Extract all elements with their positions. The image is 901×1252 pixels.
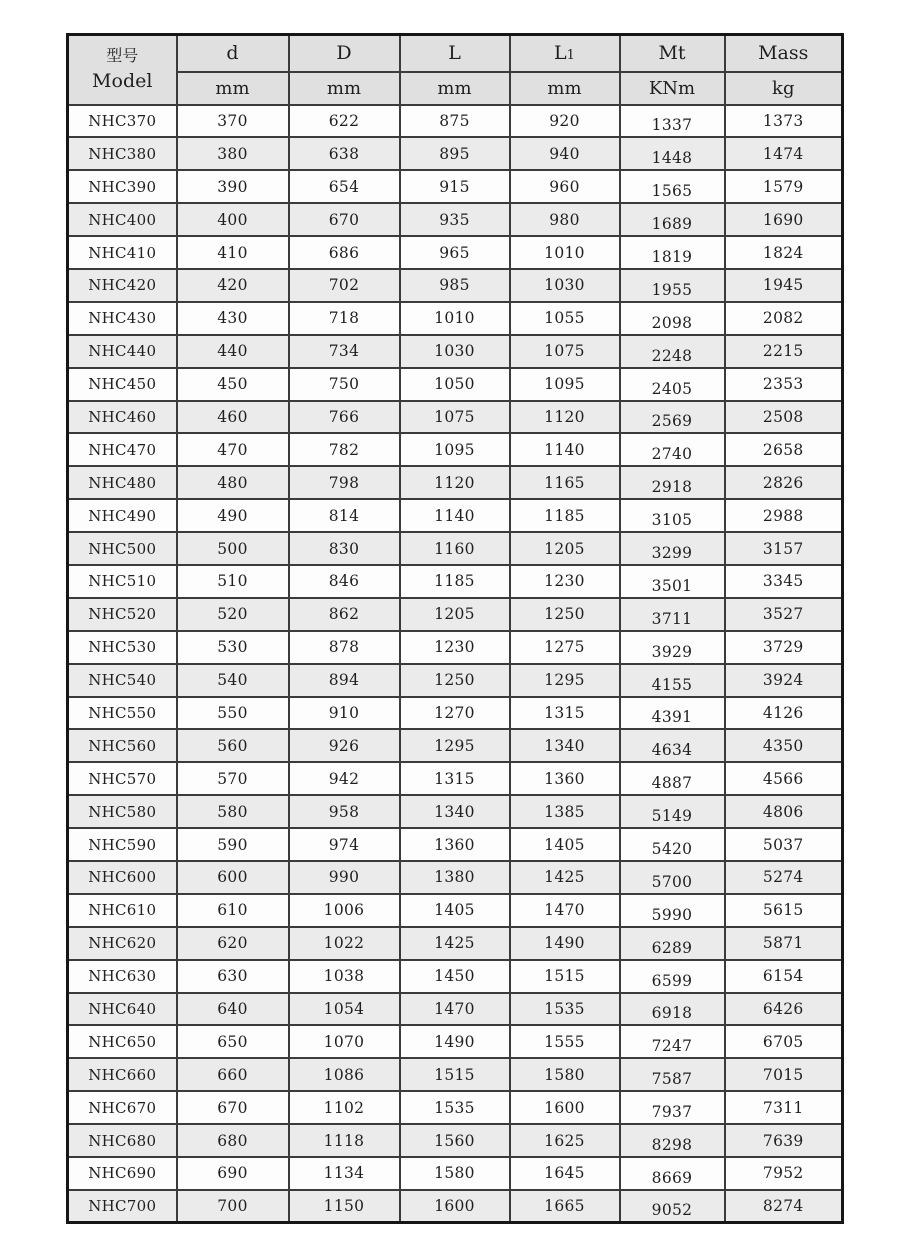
value-cell: 3501 bbox=[620, 565, 725, 598]
value-cell: 846 bbox=[289, 565, 400, 598]
table-row bbox=[68, 565, 843, 598]
value-cell: 814 bbox=[289, 499, 400, 532]
value-cell: 1448 bbox=[620, 137, 725, 170]
value-cell: 965 bbox=[400, 236, 510, 269]
value-cell: 650 bbox=[177, 1025, 289, 1058]
value-cell: 3105 bbox=[620, 499, 725, 532]
model-header-en: Model bbox=[92, 69, 153, 92]
value-cell: 1560 bbox=[400, 1124, 510, 1157]
value-cell: 4391 bbox=[620, 697, 725, 730]
value-cell: 3924 bbox=[725, 664, 843, 697]
table-row bbox=[68, 664, 843, 697]
model-cell: NHC620 bbox=[68, 927, 177, 960]
value-cell: 875 bbox=[400, 105, 510, 138]
table-row bbox=[68, 105, 843, 138]
value-cell: 420 bbox=[177, 269, 289, 302]
value-cell: 638 bbox=[289, 137, 400, 170]
table-row bbox=[68, 1157, 843, 1190]
value-cell: 1490 bbox=[400, 1025, 510, 1058]
value-cell: 440 bbox=[177, 335, 289, 368]
value-cell: 1120 bbox=[510, 401, 620, 434]
value-cell: 370 bbox=[177, 105, 289, 138]
model-cell: NHC470 bbox=[68, 433, 177, 466]
value-cell: 2508 bbox=[725, 401, 843, 434]
value-cell: 3711 bbox=[620, 598, 725, 631]
model-cell: NHC400 bbox=[68, 203, 177, 236]
model-cell: NHC410 bbox=[68, 236, 177, 269]
unit-Mt: KNm bbox=[620, 72, 725, 105]
spec-table-container bbox=[66, 33, 841, 1224]
value-cell: 500 bbox=[177, 532, 289, 565]
model-cell: NHC370 bbox=[68, 105, 177, 138]
table-row bbox=[68, 1091, 843, 1124]
value-cell: 974 bbox=[289, 828, 400, 861]
value-cell: 4155 bbox=[620, 664, 725, 697]
model-cell: NHC540 bbox=[68, 664, 177, 697]
value-cell: 1535 bbox=[510, 993, 620, 1026]
model-cell: NHC660 bbox=[68, 1058, 177, 1091]
value-cell: 410 bbox=[177, 236, 289, 269]
table-row bbox=[68, 1025, 843, 1058]
value-cell: 5990 bbox=[620, 894, 725, 927]
value-cell: 1095 bbox=[400, 433, 510, 466]
model-cell: NHC580 bbox=[68, 795, 177, 828]
col-header-d: d bbox=[177, 35, 289, 72]
value-cell: 1250 bbox=[400, 664, 510, 697]
value-cell: 1425 bbox=[510, 861, 620, 894]
value-cell: 718 bbox=[289, 302, 400, 335]
model-cell: NHC600 bbox=[68, 861, 177, 894]
table-row bbox=[68, 269, 843, 302]
value-cell: 990 bbox=[289, 861, 400, 894]
value-cell: 1385 bbox=[510, 795, 620, 828]
value-cell: 700 bbox=[177, 1190, 289, 1223]
col-header-Mt: Mt bbox=[620, 35, 725, 72]
unit-L: mm bbox=[400, 72, 510, 105]
value-cell: 1340 bbox=[400, 795, 510, 828]
table-row bbox=[68, 1190, 843, 1223]
value-cell: 1450 bbox=[400, 960, 510, 993]
value-cell: 1295 bbox=[400, 729, 510, 762]
unit-d: mm bbox=[177, 72, 289, 105]
value-cell: 1690 bbox=[725, 203, 843, 236]
value-cell: 830 bbox=[289, 532, 400, 565]
value-cell: 940 bbox=[510, 137, 620, 170]
value-cell: 782 bbox=[289, 433, 400, 466]
value-cell: 958 bbox=[289, 795, 400, 828]
value-cell: 2098 bbox=[620, 302, 725, 335]
model-cell: NHC450 bbox=[68, 368, 177, 401]
table-row bbox=[68, 137, 843, 170]
value-cell: 1645 bbox=[510, 1157, 620, 1190]
value-cell: 580 bbox=[177, 795, 289, 828]
model-cell: NHC430 bbox=[68, 302, 177, 335]
value-cell: 1134 bbox=[289, 1157, 400, 1190]
model-cell: NHC560 bbox=[68, 729, 177, 762]
table-row bbox=[68, 532, 843, 565]
value-cell: 750 bbox=[289, 368, 400, 401]
table-row bbox=[68, 762, 843, 795]
model-cell: NHC670 bbox=[68, 1091, 177, 1124]
value-cell: 1010 bbox=[510, 236, 620, 269]
value-cell: 7587 bbox=[620, 1058, 725, 1091]
value-cell: 5149 bbox=[620, 795, 725, 828]
value-cell: 450 bbox=[177, 368, 289, 401]
table-row bbox=[68, 335, 843, 368]
model-cell: NHC650 bbox=[68, 1025, 177, 1058]
value-cell: 690 bbox=[177, 1157, 289, 1190]
table-row bbox=[68, 1124, 843, 1157]
value-cell: 1102 bbox=[289, 1091, 400, 1124]
model-cell: NHC610 bbox=[68, 894, 177, 927]
value-cell: 2569 bbox=[620, 401, 725, 434]
value-cell: 894 bbox=[289, 664, 400, 697]
table-row bbox=[68, 894, 843, 927]
value-cell: 1160 bbox=[400, 532, 510, 565]
value-cell: 862 bbox=[289, 598, 400, 631]
value-cell: 1515 bbox=[400, 1058, 510, 1091]
value-cell: 1030 bbox=[510, 269, 620, 302]
table-row bbox=[68, 598, 843, 631]
model-cell: NHC490 bbox=[68, 499, 177, 532]
value-cell: 8274 bbox=[725, 1190, 843, 1223]
value-cell: 590 bbox=[177, 828, 289, 861]
value-cell: 1360 bbox=[510, 762, 620, 795]
value-cell: 2082 bbox=[725, 302, 843, 335]
table-row bbox=[68, 631, 843, 664]
value-cell: 5700 bbox=[620, 861, 725, 894]
value-cell: 686 bbox=[289, 236, 400, 269]
value-cell: 4566 bbox=[725, 762, 843, 795]
value-cell: 1470 bbox=[510, 894, 620, 927]
value-cell: 610 bbox=[177, 894, 289, 927]
col-header-Mass: Mass bbox=[725, 35, 843, 72]
unit-Mass: kg bbox=[725, 72, 843, 105]
value-cell: 4126 bbox=[725, 697, 843, 730]
value-cell: 1945 bbox=[725, 269, 843, 302]
value-cell: 1205 bbox=[510, 532, 620, 565]
value-cell: 702 bbox=[289, 269, 400, 302]
value-cell: 926 bbox=[289, 729, 400, 762]
value-cell: 1075 bbox=[510, 335, 620, 368]
value-cell: 1010 bbox=[400, 302, 510, 335]
value-cell: 1625 bbox=[510, 1124, 620, 1157]
model-cell: NHC460 bbox=[68, 401, 177, 434]
value-cell: 9052 bbox=[620, 1190, 725, 1223]
value-cell: 798 bbox=[289, 466, 400, 499]
value-cell: 1230 bbox=[510, 565, 620, 598]
value-cell: 1140 bbox=[510, 433, 620, 466]
col-header-model bbox=[68, 35, 177, 105]
value-cell: 6705 bbox=[725, 1025, 843, 1058]
value-cell: 1006 bbox=[289, 894, 400, 927]
value-cell: 7247 bbox=[620, 1025, 725, 1058]
value-cell: 1579 bbox=[725, 170, 843, 203]
value-cell: 1380 bbox=[400, 861, 510, 894]
value-cell: 1315 bbox=[510, 697, 620, 730]
value-cell: 1030 bbox=[400, 335, 510, 368]
table-row bbox=[68, 368, 843, 401]
value-cell: 7639 bbox=[725, 1124, 843, 1157]
value-cell: 1665 bbox=[510, 1190, 620, 1223]
value-cell: 4806 bbox=[725, 795, 843, 828]
value-cell: 1185 bbox=[400, 565, 510, 598]
value-cell: 3929 bbox=[620, 631, 725, 664]
value-cell: 1565 bbox=[620, 170, 725, 203]
table-row bbox=[68, 466, 843, 499]
table-row bbox=[68, 1058, 843, 1091]
value-cell: 622 bbox=[289, 105, 400, 138]
table-row bbox=[68, 433, 843, 466]
table-header bbox=[68, 35, 843, 105]
value-cell: 7015 bbox=[725, 1058, 843, 1091]
value-cell: 910 bbox=[289, 697, 400, 730]
value-cell: 380 bbox=[177, 137, 289, 170]
unit-L1: mm bbox=[510, 72, 620, 105]
value-cell: 915 bbox=[400, 170, 510, 203]
value-cell: 530 bbox=[177, 631, 289, 664]
col-header-D: D bbox=[289, 35, 400, 72]
model-cell: NHC380 bbox=[68, 137, 177, 170]
value-cell: 680 bbox=[177, 1124, 289, 1157]
value-cell: 1022 bbox=[289, 927, 400, 960]
value-cell: 878 bbox=[289, 631, 400, 664]
value-cell: 630 bbox=[177, 960, 289, 993]
value-cell: 3299 bbox=[620, 532, 725, 565]
value-cell: 1337 bbox=[620, 105, 725, 138]
value-cell: 1600 bbox=[510, 1091, 620, 1124]
value-cell: 1140 bbox=[400, 499, 510, 532]
value-cell: 1490 bbox=[510, 927, 620, 960]
value-cell: 942 bbox=[289, 762, 400, 795]
value-cell: 985 bbox=[400, 269, 510, 302]
value-cell: 980 bbox=[510, 203, 620, 236]
model-cell: NHC510 bbox=[68, 565, 177, 598]
value-cell: 2740 bbox=[620, 433, 725, 466]
model-cell: NHC590 bbox=[68, 828, 177, 861]
value-cell: 550 bbox=[177, 697, 289, 730]
table-row bbox=[68, 861, 843, 894]
value-cell: 460 bbox=[177, 401, 289, 434]
value-cell: 1955 bbox=[620, 269, 725, 302]
value-cell: 1185 bbox=[510, 499, 620, 532]
model-cell: NHC680 bbox=[68, 1124, 177, 1157]
value-cell: 3729 bbox=[725, 631, 843, 664]
value-cell: 490 bbox=[177, 499, 289, 532]
table-row bbox=[68, 499, 843, 532]
value-cell: 1075 bbox=[400, 401, 510, 434]
model-cell: NHC500 bbox=[68, 532, 177, 565]
value-cell: 6154 bbox=[725, 960, 843, 993]
table-row bbox=[68, 795, 843, 828]
value-cell: 766 bbox=[289, 401, 400, 434]
value-cell: 1515 bbox=[510, 960, 620, 993]
col-header-L1: L1 bbox=[510, 35, 620, 72]
value-cell: 1600 bbox=[400, 1190, 510, 1223]
value-cell: 1580 bbox=[510, 1058, 620, 1091]
value-cell: 600 bbox=[177, 861, 289, 894]
model-header-cn: 型号 bbox=[106, 46, 139, 66]
value-cell: 1275 bbox=[510, 631, 620, 664]
table-row bbox=[68, 401, 843, 434]
value-cell: 1118 bbox=[289, 1124, 400, 1157]
value-cell: 8669 bbox=[620, 1157, 725, 1190]
value-cell: 1360 bbox=[400, 828, 510, 861]
value-cell: 2248 bbox=[620, 335, 725, 368]
value-cell: 5420 bbox=[620, 828, 725, 861]
value-cell: 1555 bbox=[510, 1025, 620, 1058]
value-cell: 6599 bbox=[620, 960, 725, 993]
value-cell: 1095 bbox=[510, 368, 620, 401]
value-cell: 2918 bbox=[620, 466, 725, 499]
model-cell: NHC480 bbox=[68, 466, 177, 499]
value-cell: 3157 bbox=[725, 532, 843, 565]
value-cell: 3345 bbox=[725, 565, 843, 598]
unit-D: mm bbox=[289, 72, 400, 105]
value-cell: 5274 bbox=[725, 861, 843, 894]
model-cell: NHC530 bbox=[68, 631, 177, 664]
table-row bbox=[68, 828, 843, 861]
value-cell: 1054 bbox=[289, 993, 400, 1026]
value-cell: 5871 bbox=[725, 927, 843, 960]
table-row bbox=[68, 302, 843, 335]
value-cell: 430 bbox=[177, 302, 289, 335]
value-cell: 1205 bbox=[400, 598, 510, 631]
spec-table bbox=[66, 33, 844, 1224]
model-cell: NHC690 bbox=[68, 1157, 177, 1190]
value-cell: 1340 bbox=[510, 729, 620, 762]
value-cell: 895 bbox=[400, 137, 510, 170]
value-cell: 2353 bbox=[725, 368, 843, 401]
value-cell: 660 bbox=[177, 1058, 289, 1091]
value-cell: 1230 bbox=[400, 631, 510, 664]
value-cell: 7311 bbox=[725, 1091, 843, 1124]
value-cell: 734 bbox=[289, 335, 400, 368]
value-cell: 1580 bbox=[400, 1157, 510, 1190]
value-cell: 2826 bbox=[725, 466, 843, 499]
value-cell: 1050 bbox=[400, 368, 510, 401]
value-cell: 935 bbox=[400, 203, 510, 236]
value-cell: 1250 bbox=[510, 598, 620, 631]
table-row bbox=[68, 697, 843, 730]
value-cell: 2215 bbox=[725, 335, 843, 368]
table-row bbox=[68, 729, 843, 762]
value-cell: 7937 bbox=[620, 1091, 725, 1124]
value-cell: 400 bbox=[177, 203, 289, 236]
table-row bbox=[68, 993, 843, 1026]
value-cell: 2658 bbox=[725, 433, 843, 466]
value-cell: 390 bbox=[177, 170, 289, 203]
value-cell: 1038 bbox=[289, 960, 400, 993]
value-cell: 620 bbox=[177, 927, 289, 960]
value-cell: 6918 bbox=[620, 993, 725, 1026]
model-cell: NHC440 bbox=[68, 335, 177, 368]
table-row bbox=[68, 960, 843, 993]
col-header-L: L bbox=[400, 35, 510, 72]
value-cell: 670 bbox=[289, 203, 400, 236]
value-cell: 1405 bbox=[400, 894, 510, 927]
value-cell: 1070 bbox=[289, 1025, 400, 1058]
value-cell: 654 bbox=[289, 170, 400, 203]
value-cell: 1470 bbox=[400, 993, 510, 1026]
value-cell: 470 bbox=[177, 433, 289, 466]
value-cell: 5615 bbox=[725, 894, 843, 927]
model-cell: NHC520 bbox=[68, 598, 177, 631]
value-cell: 540 bbox=[177, 664, 289, 697]
model-cell: NHC630 bbox=[68, 960, 177, 993]
model-cell: NHC640 bbox=[68, 993, 177, 1026]
value-cell: 1120 bbox=[400, 466, 510, 499]
table-body bbox=[68, 105, 843, 1223]
value-cell: 5037 bbox=[725, 828, 843, 861]
value-cell: 520 bbox=[177, 598, 289, 631]
table-row bbox=[68, 203, 843, 236]
model-cell: NHC700 bbox=[68, 1190, 177, 1223]
value-cell: 1295 bbox=[510, 664, 620, 697]
model-cell: NHC550 bbox=[68, 697, 177, 730]
value-cell: 1270 bbox=[400, 697, 510, 730]
value-cell: 560 bbox=[177, 729, 289, 762]
value-cell: 920 bbox=[510, 105, 620, 138]
value-cell: 1150 bbox=[289, 1190, 400, 1223]
value-cell: 7952 bbox=[725, 1157, 843, 1190]
value-cell: 1086 bbox=[289, 1058, 400, 1091]
value-cell: 4887 bbox=[620, 762, 725, 795]
value-cell: 1819 bbox=[620, 236, 725, 269]
value-cell: 1689 bbox=[620, 203, 725, 236]
table-row bbox=[68, 170, 843, 203]
value-cell: 1535 bbox=[400, 1091, 510, 1124]
table-row bbox=[68, 236, 843, 269]
model-cell: NHC390 bbox=[68, 170, 177, 203]
value-cell: 640 bbox=[177, 993, 289, 1026]
value-cell: 1474 bbox=[725, 137, 843, 170]
value-cell: 1824 bbox=[725, 236, 843, 269]
value-cell: 3527 bbox=[725, 598, 843, 631]
value-cell: 570 bbox=[177, 762, 289, 795]
value-cell: 4350 bbox=[725, 729, 843, 762]
value-cell: 2988 bbox=[725, 499, 843, 532]
header-unit-row bbox=[68, 72, 843, 105]
value-cell: 2405 bbox=[620, 368, 725, 401]
table-row bbox=[68, 927, 843, 960]
value-cell: 4634 bbox=[620, 729, 725, 762]
value-cell: 1165 bbox=[510, 466, 620, 499]
model-cell: NHC570 bbox=[68, 762, 177, 795]
value-cell: 670 bbox=[177, 1091, 289, 1124]
value-cell: 6289 bbox=[620, 927, 725, 960]
value-cell: 1373 bbox=[725, 105, 843, 138]
value-cell: 1405 bbox=[510, 828, 620, 861]
value-cell: 1315 bbox=[400, 762, 510, 795]
value-cell: 510 bbox=[177, 565, 289, 598]
value-cell: 480 bbox=[177, 466, 289, 499]
model-cell: NHC420 bbox=[68, 269, 177, 302]
value-cell: 6426 bbox=[725, 993, 843, 1026]
header-label-row bbox=[68, 35, 843, 72]
value-cell: 8298 bbox=[620, 1124, 725, 1157]
value-cell: 1055 bbox=[510, 302, 620, 335]
value-cell: 1425 bbox=[400, 927, 510, 960]
value-cell: 960 bbox=[510, 170, 620, 203]
